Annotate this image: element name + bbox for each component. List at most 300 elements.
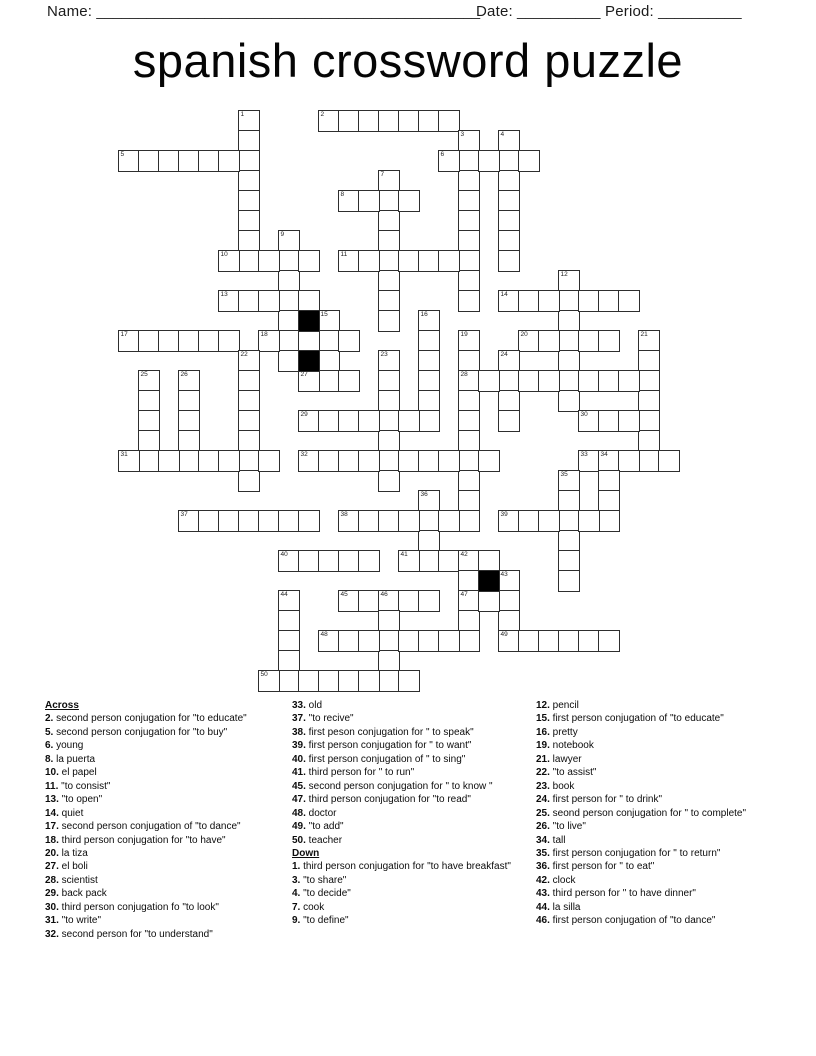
cell-number: 34 bbox=[600, 451, 608, 458]
grid-cell[interactable] bbox=[198, 150, 220, 172]
grid-cell[interactable] bbox=[418, 530, 440, 552]
grid-cell[interactable] bbox=[598, 290, 620, 312]
grid-cell[interactable] bbox=[438, 630, 460, 652]
grid-cell[interactable] bbox=[458, 390, 480, 412]
grid-cell[interactable] bbox=[278, 550, 300, 572]
grid-cell[interactable] bbox=[398, 590, 420, 612]
grid-cell[interactable] bbox=[578, 630, 600, 652]
grid-cell[interactable] bbox=[598, 510, 620, 532]
grid-cell[interactable] bbox=[278, 350, 300, 372]
grid-cell[interactable] bbox=[278, 310, 300, 332]
grid-cell[interactable] bbox=[118, 150, 140, 172]
grid-cell[interactable] bbox=[398, 410, 420, 432]
grid-cell[interactable] bbox=[298, 290, 320, 312]
grid-cell[interactable] bbox=[498, 230, 520, 252]
grid-cell[interactable] bbox=[378, 590, 400, 612]
grid-cell[interactable] bbox=[398, 450, 420, 472]
clue-number: 11. bbox=[45, 780, 59, 792]
grid-cell[interactable] bbox=[358, 250, 380, 272]
grid-cell[interactable] bbox=[518, 630, 540, 652]
grid-cell[interactable] bbox=[578, 510, 600, 532]
grid-cell[interactable] bbox=[258, 510, 280, 532]
grid-cell[interactable] bbox=[278, 270, 300, 292]
grid-cell[interactable] bbox=[278, 630, 300, 652]
grid-cell[interactable] bbox=[518, 510, 540, 532]
grid-cell[interactable] bbox=[638, 370, 660, 392]
grid-cell[interactable] bbox=[278, 230, 300, 252]
grid-cell[interactable] bbox=[418, 110, 440, 132]
grid-cell[interactable] bbox=[558, 370, 580, 392]
clue-number: 9. bbox=[292, 915, 301, 927]
grid-cell[interactable] bbox=[578, 410, 600, 432]
grid-cell[interactable] bbox=[178, 330, 200, 352]
grid-cell[interactable] bbox=[178, 390, 200, 412]
clue-number: 29. bbox=[45, 888, 59, 900]
grid-cell[interactable] bbox=[498, 250, 520, 272]
grid-cell[interactable] bbox=[138, 430, 160, 452]
grid-cell[interactable] bbox=[558, 270, 580, 292]
grid-cell[interactable] bbox=[418, 370, 440, 392]
grid-cell[interactable] bbox=[578, 450, 600, 472]
grid-cell[interactable] bbox=[278, 590, 300, 612]
grid-cell[interactable] bbox=[198, 330, 220, 352]
grid-cell[interactable] bbox=[318, 110, 340, 132]
grid-cell[interactable] bbox=[338, 110, 360, 132]
cell-number: 3 bbox=[460, 131, 465, 138]
grid-cell[interactable] bbox=[338, 250, 360, 272]
cell-number: 35 bbox=[560, 471, 568, 478]
grid-cell[interactable] bbox=[358, 410, 380, 432]
grid-cell[interactable] bbox=[378, 650, 400, 672]
clue-number: 8. bbox=[45, 753, 54, 765]
grid-cell[interactable] bbox=[458, 330, 480, 352]
grid-cell[interactable] bbox=[278, 290, 300, 312]
grid-cell[interactable] bbox=[198, 450, 220, 472]
grid-cell[interactable] bbox=[278, 610, 300, 632]
grid-cell[interactable] bbox=[218, 150, 240, 172]
grid-cell[interactable] bbox=[178, 150, 200, 172]
grid-cell[interactable] bbox=[418, 390, 440, 412]
grid-cell[interactable] bbox=[458, 510, 480, 532]
grid-cell[interactable] bbox=[638, 450, 660, 472]
grid-cell[interactable] bbox=[178, 410, 200, 432]
grid-cell[interactable] bbox=[318, 550, 340, 572]
grid-cell[interactable] bbox=[278, 510, 300, 532]
grid-cell[interactable] bbox=[418, 250, 440, 272]
grid-cell[interactable] bbox=[238, 290, 260, 312]
grid-cell[interactable] bbox=[558, 330, 580, 352]
grid-cell[interactable] bbox=[298, 330, 320, 352]
grid-cell[interactable] bbox=[238, 370, 260, 392]
grid-cell[interactable] bbox=[598, 450, 620, 472]
grid-cell[interactable] bbox=[138, 330, 160, 352]
grid-cell[interactable] bbox=[498, 170, 520, 192]
grid-cell[interactable] bbox=[378, 470, 400, 492]
grid-cell[interactable] bbox=[238, 390, 260, 412]
grid-cell[interactable] bbox=[378, 370, 400, 392]
grid-cell[interactable] bbox=[438, 510, 460, 532]
grid-cell[interactable] bbox=[598, 490, 620, 512]
grid-cell[interactable] bbox=[538, 370, 560, 392]
grid-cell[interactable] bbox=[458, 450, 480, 472]
grid-cell[interactable] bbox=[278, 330, 300, 352]
grid-cell[interactable] bbox=[378, 410, 400, 432]
grid-cell[interactable] bbox=[538, 630, 560, 652]
clue-number: 31. bbox=[45, 915, 59, 927]
grid-cell[interactable] bbox=[278, 670, 300, 692]
grid-cell[interactable] bbox=[378, 350, 400, 372]
grid-cell[interactable] bbox=[498, 570, 520, 592]
grid-cell[interactable] bbox=[438, 110, 460, 132]
grid-cell[interactable] bbox=[318, 630, 340, 652]
grid-cell[interactable] bbox=[538, 290, 560, 312]
grid-cell[interactable] bbox=[338, 370, 360, 392]
grid-cell[interactable] bbox=[498, 630, 520, 652]
grid-cell[interactable] bbox=[398, 190, 420, 212]
grid-cell[interactable] bbox=[458, 250, 480, 272]
grid-cell[interactable] bbox=[418, 630, 440, 652]
grid-cell[interactable] bbox=[338, 450, 360, 472]
grid-cell[interactable] bbox=[578, 290, 600, 312]
grid-cell[interactable] bbox=[498, 190, 520, 212]
clue-item: 39. first person conjugation for " to want" bbox=[292, 740, 472, 752]
grid-cell[interactable] bbox=[458, 430, 480, 452]
grid-cell[interactable] bbox=[138, 450, 160, 472]
grid-cell[interactable] bbox=[358, 190, 380, 212]
grid-cell[interactable] bbox=[638, 410, 660, 432]
clue-column-2 bbox=[292, 699, 530, 928]
grid-cell[interactable] bbox=[518, 370, 540, 392]
clue-number: 3. bbox=[292, 874, 301, 886]
clue-item: 8. la puerta bbox=[45, 753, 96, 765]
grid-cell[interactable] bbox=[478, 150, 500, 172]
grid-cell[interactable] bbox=[378, 610, 400, 632]
grid-cell[interactable] bbox=[298, 410, 320, 432]
grid-cell[interactable] bbox=[358, 510, 380, 532]
grid-cell[interactable] bbox=[438, 250, 460, 272]
grid-cell[interactable] bbox=[438, 550, 460, 572]
grid-cell[interactable] bbox=[218, 250, 240, 272]
grid-cell[interactable] bbox=[298, 450, 320, 472]
grid-cell[interactable] bbox=[418, 350, 440, 372]
grid-cell[interactable] bbox=[458, 350, 480, 372]
grid-cell[interactable] bbox=[618, 370, 640, 392]
grid-cell[interactable] bbox=[558, 350, 580, 372]
grid-cell[interactable] bbox=[378, 210, 400, 232]
grid-cell[interactable] bbox=[498, 130, 520, 152]
grid-cell[interactable] bbox=[498, 510, 520, 532]
grid-cell[interactable] bbox=[598, 630, 620, 652]
grid-cell[interactable] bbox=[498, 350, 520, 372]
grid-cell[interactable] bbox=[258, 330, 280, 352]
clue-item: 28. scientist bbox=[45, 874, 98, 886]
grid-cell[interactable] bbox=[558, 550, 580, 572]
grid-cell[interactable] bbox=[598, 370, 620, 392]
grid-cell[interactable] bbox=[378, 250, 400, 272]
grid-cell[interactable] bbox=[278, 250, 300, 272]
grid-cell[interactable] bbox=[618, 410, 640, 432]
cell-number: 17 bbox=[120, 331, 128, 338]
grid-cell[interactable] bbox=[358, 590, 380, 612]
grid-cell[interactable] bbox=[558, 390, 580, 412]
grid-cell[interactable] bbox=[338, 510, 360, 532]
grid-cell[interactable] bbox=[238, 410, 260, 432]
grid-cell[interactable] bbox=[578, 370, 600, 392]
grid-cell[interactable] bbox=[458, 130, 480, 152]
grid-cell[interactable] bbox=[418, 310, 440, 332]
grid-cell[interactable] bbox=[298, 670, 320, 692]
grid-cell[interactable] bbox=[558, 490, 580, 512]
grid-cell[interactable] bbox=[118, 330, 140, 352]
grid-cell[interactable] bbox=[558, 310, 580, 332]
grid-cell[interactable] bbox=[418, 450, 440, 472]
grid-cell[interactable] bbox=[378, 110, 400, 132]
cell-number: 14 bbox=[500, 291, 508, 298]
grid-cell[interactable] bbox=[598, 470, 620, 492]
grid-cell[interactable] bbox=[378, 670, 400, 692]
grid-cell[interactable] bbox=[498, 590, 520, 612]
grid-cell[interactable] bbox=[318, 450, 340, 472]
grid-cell[interactable] bbox=[458, 630, 480, 652]
grid-cell[interactable] bbox=[458, 570, 480, 592]
grid-cell[interactable] bbox=[418, 490, 440, 512]
grid-cell[interactable] bbox=[458, 210, 480, 232]
grid-cell[interactable] bbox=[258, 250, 280, 272]
grid-cell[interactable] bbox=[598, 330, 620, 352]
grid-cell[interactable] bbox=[478, 590, 500, 612]
grid-cell[interactable] bbox=[258, 290, 280, 312]
grid-cell[interactable] bbox=[638, 350, 660, 372]
grid-cell[interactable] bbox=[238, 230, 260, 252]
grid-cell[interactable] bbox=[318, 670, 340, 692]
grid-cell[interactable] bbox=[178, 430, 200, 452]
grid-cell[interactable] bbox=[458, 550, 480, 572]
grid-cell[interactable] bbox=[238, 130, 260, 152]
grid-cell[interactable] bbox=[498, 210, 520, 232]
grid-cell[interactable] bbox=[498, 290, 520, 312]
grid-cell[interactable] bbox=[258, 670, 280, 692]
cell-number: 10 bbox=[220, 251, 228, 258]
grid-cell[interactable] bbox=[158, 450, 180, 472]
grid-cell[interactable] bbox=[558, 510, 580, 532]
grid-cell[interactable] bbox=[518, 290, 540, 312]
grid-cell[interactable] bbox=[438, 450, 460, 472]
grid-cell[interactable] bbox=[618, 290, 640, 312]
grid-cell[interactable] bbox=[138, 410, 160, 432]
grid-cell[interactable] bbox=[498, 150, 520, 172]
clue-number: 46. bbox=[536, 915, 550, 927]
clue-item: 30. third person conjugation fo "to look" bbox=[45, 901, 219, 913]
cell-number: 28 bbox=[460, 371, 468, 378]
grid-cell[interactable] bbox=[378, 230, 400, 252]
grid-cell[interactable] bbox=[458, 610, 480, 632]
grid-cell[interactable] bbox=[398, 510, 420, 532]
grid-cell[interactable] bbox=[318, 410, 340, 432]
grid-cell[interactable] bbox=[458, 150, 480, 172]
grid-cell[interactable] bbox=[558, 630, 580, 652]
grid-cell[interactable] bbox=[638, 430, 660, 452]
grid-cell[interactable] bbox=[478, 550, 500, 572]
grid-cell[interactable] bbox=[578, 330, 600, 352]
grid-cell[interactable] bbox=[658, 450, 680, 472]
grid-cell[interactable] bbox=[238, 430, 260, 452]
grid-cell[interactable] bbox=[338, 330, 360, 352]
grid-cell[interactable] bbox=[218, 290, 240, 312]
grid-cell[interactable] bbox=[378, 170, 400, 192]
grid-cell[interactable] bbox=[238, 470, 260, 492]
grid-cell[interactable] bbox=[538, 330, 560, 352]
grid-cell[interactable] bbox=[378, 630, 400, 652]
grid-cell[interactable] bbox=[258, 450, 280, 472]
grid-cell[interactable] bbox=[598, 410, 620, 432]
clue-item: 23. book bbox=[536, 780, 575, 792]
grid-cell[interactable] bbox=[558, 530, 580, 552]
grid-cell[interactable] bbox=[218, 330, 240, 352]
grid-cell[interactable] bbox=[318, 310, 340, 332]
grid-cell[interactable] bbox=[218, 510, 240, 532]
clue-item: 34. tall bbox=[536, 834, 566, 846]
grid-cell[interactable] bbox=[138, 390, 160, 412]
grid-cell[interactable] bbox=[458, 470, 480, 492]
grid-cell[interactable] bbox=[398, 670, 420, 692]
grid-cell[interactable] bbox=[458, 190, 480, 212]
grid-cell[interactable] bbox=[178, 370, 200, 392]
grid-cell[interactable] bbox=[458, 410, 480, 432]
grid-cell[interactable] bbox=[478, 450, 500, 472]
grid-cell[interactable] bbox=[378, 190, 400, 212]
grid-cell[interactable] bbox=[398, 250, 420, 272]
clue-number: 44. bbox=[536, 901, 550, 913]
page-title: spanish crossword puzzle bbox=[132, 34, 684, 87]
grid-cell[interactable] bbox=[278, 650, 300, 672]
grid-cell[interactable] bbox=[458, 270, 480, 292]
date-blank-line: __________ bbox=[517, 3, 601, 20]
grid-cell[interactable] bbox=[338, 630, 360, 652]
grid-cell[interactable] bbox=[458, 490, 480, 512]
grid-cell[interactable] bbox=[618, 450, 640, 472]
grid-cell[interactable] bbox=[358, 670, 380, 692]
clue-number: 4. bbox=[292, 888, 301, 900]
grid-cell[interactable] bbox=[498, 390, 520, 412]
grid-cell[interactable] bbox=[358, 450, 380, 472]
grid-cell[interactable] bbox=[358, 550, 380, 572]
grid-cell[interactable] bbox=[398, 110, 420, 132]
grid-cell[interactable] bbox=[218, 450, 240, 472]
clue-number: 20. bbox=[45, 847, 59, 859]
grid-cell[interactable] bbox=[238, 250, 260, 272]
grid-cell[interactable] bbox=[458, 370, 480, 392]
grid-cell[interactable] bbox=[318, 330, 340, 352]
grid-cell[interactable] bbox=[358, 110, 380, 132]
grid-cell[interactable] bbox=[378, 510, 400, 532]
grid-cell[interactable] bbox=[338, 590, 360, 612]
grid-cell[interactable] bbox=[518, 330, 540, 352]
clue-number: 19. bbox=[536, 740, 550, 752]
grid-cell[interactable] bbox=[458, 590, 480, 612]
grid-cell[interactable] bbox=[458, 230, 480, 252]
grid-cell[interactable] bbox=[418, 410, 440, 432]
grid-cell[interactable] bbox=[558, 290, 580, 312]
grid-cell[interactable] bbox=[378, 310, 400, 332]
grid-cell[interactable] bbox=[298, 370, 320, 392]
grid-cell[interactable] bbox=[478, 370, 500, 392]
cell-number: 41 bbox=[400, 551, 408, 558]
grid-cell[interactable] bbox=[418, 550, 440, 572]
cell-number: 4 bbox=[500, 131, 505, 138]
grid-cell[interactable] bbox=[398, 550, 420, 572]
grid-cell[interactable] bbox=[238, 170, 260, 192]
grid-cell[interactable] bbox=[378, 270, 400, 292]
clue-number: 5. bbox=[45, 726, 54, 738]
grid-cell[interactable] bbox=[238, 450, 260, 472]
grid-cell[interactable] bbox=[498, 410, 520, 432]
grid-cell[interactable] bbox=[458, 170, 480, 192]
grid-cell[interactable] bbox=[398, 630, 420, 652]
grid-cell[interactable] bbox=[498, 610, 520, 632]
grid-cell[interactable] bbox=[138, 150, 160, 172]
grid-cell[interactable] bbox=[378, 290, 400, 312]
grid-cell[interactable] bbox=[418, 590, 440, 612]
grid-cell[interactable] bbox=[378, 390, 400, 412]
grid-cell[interactable] bbox=[238, 510, 260, 532]
grid-cell[interactable] bbox=[418, 330, 440, 352]
grid-cell[interactable] bbox=[438, 150, 460, 172]
date-field bbox=[476, 3, 600, 20]
grid-cell[interactable] bbox=[198, 510, 220, 532]
grid-cell[interactable] bbox=[238, 150, 260, 172]
grid-cell[interactable] bbox=[298, 510, 320, 532]
grid-cell[interactable] bbox=[318, 370, 340, 392]
grid-cell[interactable] bbox=[158, 150, 180, 172]
grid-cell[interactable] bbox=[158, 330, 180, 352]
grid-cell[interactable] bbox=[558, 470, 580, 492]
grid-cell[interactable] bbox=[338, 410, 360, 432]
cell-number: 21 bbox=[640, 331, 648, 338]
grid-cell[interactable] bbox=[298, 250, 320, 272]
cell-number: 47 bbox=[460, 591, 468, 598]
grid-cell[interactable] bbox=[338, 190, 360, 212]
grid-cell[interactable] bbox=[238, 190, 260, 212]
grid-cell[interactable] bbox=[178, 450, 200, 472]
grid-cell[interactable] bbox=[638, 330, 660, 352]
grid-cell[interactable] bbox=[338, 670, 360, 692]
grid-cell[interactable] bbox=[558, 570, 580, 592]
cell-number: 9 bbox=[280, 231, 285, 238]
grid-cell[interactable] bbox=[238, 350, 260, 372]
cell-number: 8 bbox=[340, 191, 345, 198]
grid-cell[interactable] bbox=[638, 390, 660, 412]
grid-cell[interactable] bbox=[178, 510, 200, 532]
grid-cell[interactable] bbox=[238, 110, 260, 132]
grid-cell[interactable] bbox=[378, 430, 400, 452]
grid-cell[interactable] bbox=[138, 370, 160, 392]
grid-cell[interactable] bbox=[318, 350, 340, 372]
cell-number: 44 bbox=[280, 591, 288, 598]
grid-cell[interactable] bbox=[498, 370, 520, 392]
grid-cell[interactable] bbox=[418, 510, 440, 532]
grid-cell[interactable] bbox=[118, 450, 140, 472]
grid-cell[interactable] bbox=[538, 510, 560, 532]
grid-cell[interactable] bbox=[238, 210, 260, 232]
grid-cell[interactable] bbox=[298, 550, 320, 572]
clue-item: 40. first person conjugation of " to sing" bbox=[292, 753, 466, 765]
grid-cell[interactable] bbox=[338, 550, 360, 572]
grid-cell[interactable] bbox=[458, 290, 480, 312]
grid-cell[interactable] bbox=[358, 630, 380, 652]
grid-cell[interactable] bbox=[518, 150, 540, 172]
grid-cell[interactable] bbox=[378, 450, 400, 472]
cell-number: 38 bbox=[340, 511, 348, 518]
